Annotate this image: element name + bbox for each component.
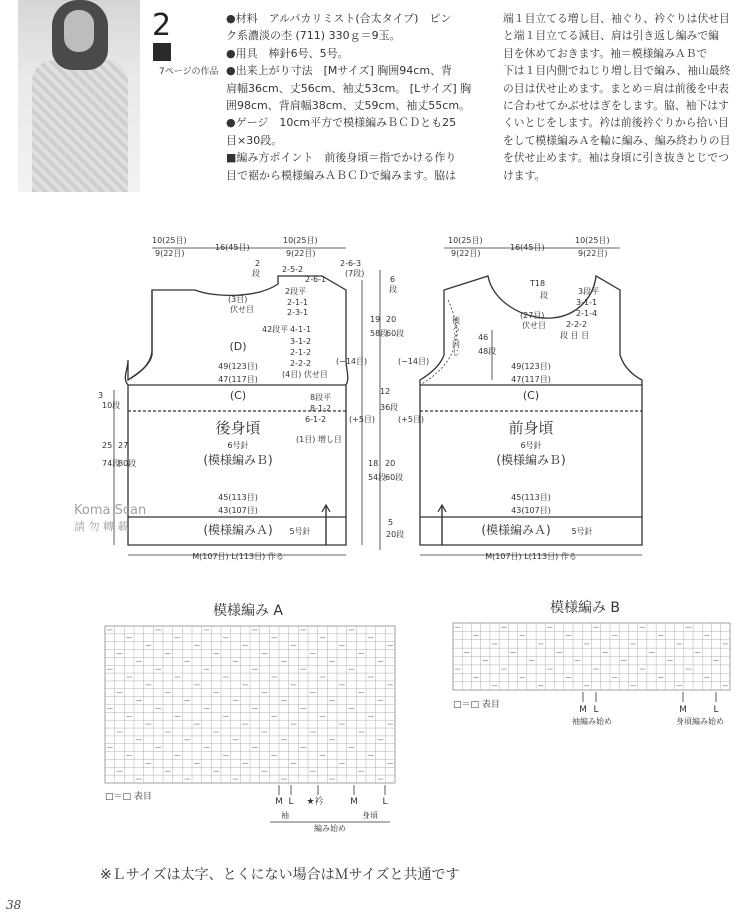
dim-text: (7段) <box>345 269 365 278</box>
chart-b-grid <box>453 623 730 690</box>
page-number: 38 <box>6 898 22 912</box>
dim-text: 42段平 <box>262 325 289 334</box>
dim-text: (4目) 伏せ目 <box>282 370 328 379</box>
dim-text: 伏せ目 <box>522 321 546 330</box>
rib-label: (模様編みＡ) <box>203 523 273 537</box>
chart-a-grid <box>105 626 395 783</box>
dim-text: (−14目) <box>398 357 430 366</box>
dim-text: 6-1-2 <box>305 415 327 424</box>
dim-text: 3 <box>98 391 104 400</box>
dim-text: 18 <box>368 459 379 468</box>
pattern-label: (模様編みＢ) <box>496 453 566 467</box>
dim-text: M(107目) L(113目) 作る <box>192 552 284 561</box>
dim-text: 10(25目) <box>575 236 610 245</box>
dim-text: 60段 <box>385 473 404 482</box>
arrow-label: L <box>593 705 599 715</box>
dim-text: 9(22目) <box>155 249 185 258</box>
dim-text: 12 <box>380 387 391 396</box>
instr-line: 目を休めておきます。袖＝模様編みＡＢで <box>503 46 708 60</box>
dim-text: 45(113目) <box>511 493 551 502</box>
dim-text: 20 <box>385 459 396 468</box>
instr-line: ■編み方ポイント 前後身頃＝指でかける作り <box>226 151 457 165</box>
dim-text: 2-1-2 <box>290 348 312 357</box>
dim-text: 2-1-4 <box>576 309 598 318</box>
dim-text: (+5目) <box>349 415 376 424</box>
instr-line: ●用具 棒針6号、5号。 <box>226 46 349 60</box>
dim-text: 2-6-1 <box>305 275 327 284</box>
dim-text: 27 <box>118 441 129 450</box>
dim-text: 10(25目) <box>448 236 483 245</box>
dim-text: (1目) 増し目 <box>296 435 342 444</box>
dim-text: 段 <box>252 269 260 278</box>
section-d-label: (D) <box>229 340 247 353</box>
sleeve-start-label: 袖編み始め <box>572 717 612 726</box>
arrow-label: M <box>275 797 283 807</box>
dim-text: 3段平 <box>578 287 600 296</box>
dim-text: 2-3-1 <box>287 308 309 317</box>
dim-text: 2-1-1 <box>287 298 309 307</box>
section-c-label: (C) <box>229 389 247 402</box>
dim-text: 10(25目) <box>283 236 318 245</box>
instr-line: ●材料 アルパカリミスト(合太タイプ) ピン <box>226 12 452 25</box>
dim-text: 25 <box>102 441 113 450</box>
dim-text: 2-5-2 <box>282 265 304 274</box>
arrow-label: L <box>382 797 388 807</box>
dim-text: 9(22目) <box>286 249 316 258</box>
instr-line: の目は伏せ止めます。まとめ＝肩は前後を中表 <box>503 81 729 95</box>
dim-text: 4-1-1 <box>290 325 312 334</box>
body-label: 身頃 <box>362 811 378 820</box>
legend-text: □＝□ 表目 <box>105 792 152 802</box>
chart-b-arrows <box>572 705 724 726</box>
dim-text: 3-1-2 <box>290 337 312 346</box>
front-top-dims <box>398 236 610 424</box>
instr-line: 目×30段。 <box>226 133 283 147</box>
dim-text: 8-1-2 <box>310 404 332 413</box>
dim-text: 段 目 目 <box>560 331 590 340</box>
dim-text: T18 <box>530 279 546 288</box>
instr-line: 目で裾から模様編みＡＢＣＤで編みます。脇は <box>226 168 457 182</box>
dim-text: 48段 <box>478 347 497 356</box>
dim-text: 2-2-2 <box>566 320 588 329</box>
dim-text: M(107目) L(113目) 作る <box>485 552 577 561</box>
dim-text: 46 <box>478 333 489 342</box>
watermark-line-2: 請 勿 轉 載 <box>74 520 129 533</box>
pattern-number: 2 <box>152 8 172 43</box>
dim-text: 2段平 <box>285 287 307 296</box>
dim-text: 6 <box>390 275 396 284</box>
arrow-label: M <box>679 705 687 715</box>
dim-text: 5 <box>388 518 394 527</box>
legend-text: □＝□ 表目 <box>453 700 500 710</box>
chart-a-legend <box>105 790 152 802</box>
dim-text: (27目) <box>520 311 545 320</box>
dim-text: 60段 <box>386 329 405 338</box>
instr-line: と端１目立てる減目、肩は引き返し編みで編 <box>503 29 719 43</box>
needle-label: 6号針 <box>227 441 249 450</box>
dim-text: 45(113目) <box>218 493 258 502</box>
instr-line: 端１目立てる増し目、袖ぐり、衿ぐりは伏せ目 <box>503 12 730 25</box>
dim-text: (−14目) <box>336 357 368 366</box>
dim-text: 2 <box>255 259 261 268</box>
chart-b-legend <box>453 698 500 710</box>
needle-label: 5号針 <box>571 527 593 536</box>
dim-text: 8段平 <box>310 393 332 402</box>
instr-line: をして模様編みＡを輪に編み、編み終わりの目 <box>503 133 731 147</box>
section-c-label: (C) <box>522 389 540 402</box>
back-body-title: 後身頃 <box>215 419 261 437</box>
dim-text: 74段 <box>102 459 121 468</box>
instr-line: 下は１目内側でねじり増し目で編み、袖山最終 <box>503 64 731 78</box>
needle-label: 6号針 <box>520 441 542 450</box>
work-reference: 7ページの作品 <box>159 67 219 77</box>
instr-line: ●出来上がり寸法 [Mサイズ] 胸囲94cm、背 <box>226 64 453 78</box>
instr-line: けます。 <box>503 168 546 182</box>
instr-line: ●ゲージ 10cm平方で模様編みＢＣＤとも25 <box>226 116 457 130</box>
sleeve-label: 袖 <box>281 811 289 820</box>
dim-text: 2-6-3 <box>340 259 362 268</box>
size-note: ※Ｌサイズは太字、とくにない場合はＭサイズと共通です <box>100 867 460 883</box>
rib-label: (模様編みＡ) <box>481 523 551 537</box>
dim-text: 段 <box>389 285 397 294</box>
dim-text: 9(22目) <box>451 249 481 258</box>
arrow-label: L <box>713 705 719 715</box>
instr-line: ク系濃淡の杢 (711) 330ｇ＝9玉。 <box>226 29 401 43</box>
dim-text: 43(107目) <box>511 506 551 515</box>
pattern-label: (模様編みＢ) <box>203 453 273 467</box>
watermark <box>74 503 146 533</box>
body-start-label: 身頃編み始め <box>676 717 724 726</box>
dim-text: 80段 <box>118 459 137 468</box>
dim-text: 43(107目) <box>218 506 258 515</box>
chart-b-title: 模様編み B <box>549 600 621 616</box>
dim-text: 10段 <box>102 401 121 410</box>
dim-text: 19 <box>370 315 381 324</box>
front-labels <box>481 362 592 561</box>
same-as-back-note: 後ろと同じ <box>451 316 461 356</box>
dim-text: 伏せ目 <box>230 305 254 314</box>
dim-text: 49(123目) <box>218 362 258 371</box>
dim-text: 20段 <box>386 530 405 539</box>
start-label: 編み始め <box>314 824 346 833</box>
instr-line: くいとじをします。衿は前後衿ぐりから拾い目 <box>503 116 729 130</box>
dim-text: 58段 <box>370 329 389 338</box>
dim-text: 47(117目) <box>218 375 258 384</box>
dim-text: 段 <box>540 291 548 300</box>
dim-text: 54段 <box>368 473 387 482</box>
dim-text: 10(25目) <box>152 236 187 245</box>
dim-text: 16(45目) <box>510 243 545 252</box>
dim-text: 49(123目) <box>511 362 551 371</box>
dim-text: 36段 <box>380 403 399 412</box>
instr-line: 囲98cm、背肩幅38cm、丈59cm、袖丈55cm。 <box>226 99 471 113</box>
chart-b-arrow-lines <box>583 692 716 702</box>
dim-text: 3-1-1 <box>576 298 598 307</box>
arrow-label: L <box>288 797 294 807</box>
dim-text: (3目) <box>228 295 248 304</box>
front-vertical-note <box>451 315 461 356</box>
dim-text: 47(117目) <box>511 375 551 384</box>
needle-label: 5号針 <box>289 527 311 536</box>
dim-text: 20 <box>386 315 397 324</box>
dim-text: 16(45目) <box>215 243 250 252</box>
instr-line: 肩幅36cm、丈56cm、袖丈53cm。 [Lサイズ] 胸 <box>226 81 472 95</box>
instr-line: に合わせてかぶせはぎをします。脇、袖下はす <box>503 99 729 113</box>
dim-text: 2-2-2 <box>290 359 312 368</box>
instr-line: を伏せ止めます。袖は身頃に引き抜きとじでつ <box>503 151 729 165</box>
dim-text: 9(22目) <box>578 249 608 258</box>
front-body-title: 前身頃 <box>508 419 554 437</box>
arrow-label: M <box>579 705 587 715</box>
arrow-label: M <box>350 797 358 807</box>
watermark-line-1: Koma Scan <box>74 503 147 518</box>
arrow-label: ★衿 <box>306 797 324 807</box>
chart-a-title: 模様編み A <box>212 603 284 619</box>
chart-a-arrows <box>275 795 387 833</box>
dim-text: (+5目) <box>398 415 425 424</box>
